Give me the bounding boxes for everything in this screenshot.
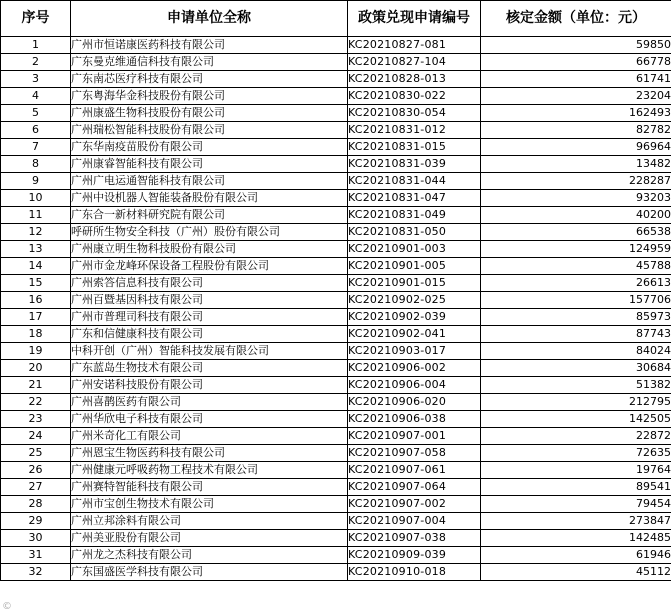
row-amount: 87743 [481, 326, 671, 343]
row-amount: 51382 [481, 377, 671, 394]
row-application-no: KC20210903-017 [348, 343, 481, 360]
row-company: 广州市普理司科技有限公司 [71, 309, 348, 326]
row-company: 广东曼克维通信科技有限公司 [71, 54, 348, 71]
row-company: 广州广电运通智能科技有限公司 [71, 173, 348, 190]
row-amount: 23204 [481, 88, 671, 105]
row-seq: 32 [1, 564, 71, 581]
row-application-no: KC20210902-025 [348, 292, 481, 309]
table-row [1, 173, 671, 190]
row-amount: 142505 [481, 411, 671, 428]
row-company: 广东华南疫苗股份有限公司 [71, 139, 348, 156]
row-seq: 21 [1, 377, 71, 394]
row-amount: 85973 [481, 309, 671, 326]
table-row [1, 54, 671, 71]
row-application-no: KC20210827-104 [348, 54, 481, 71]
row-company: 广州美亚股份有限公司 [71, 530, 348, 547]
row-company: 中科开创（广州）智能科技发展有限公司 [71, 343, 348, 360]
row-amount: 89541 [481, 479, 671, 496]
row-company: 广州安诺科技股份有限公司 [71, 377, 348, 394]
table-row [1, 309, 671, 326]
row-application-no: KC20210831-049 [348, 207, 481, 224]
table-row [1, 207, 671, 224]
table-row [1, 105, 671, 122]
table-row [1, 156, 671, 173]
row-application-no: KC20210907-002 [348, 496, 481, 513]
row-seq: 12 [1, 224, 71, 241]
row-seq: 26 [1, 462, 71, 479]
table-row [1, 224, 671, 241]
row-application-no: KC20210909-039 [348, 547, 481, 564]
row-application-no: KC20210902-041 [348, 326, 481, 343]
row-seq: 8 [1, 156, 71, 173]
row-amount: 22872 [481, 428, 671, 445]
row-amount: 61946 [481, 547, 671, 564]
row-seq: 31 [1, 547, 71, 564]
row-amount: 66778 [481, 54, 671, 71]
row-amount: 45112 [481, 564, 671, 581]
row-amount: 96964 [481, 139, 671, 156]
row-company: 广东蓝岛生物技术有限公司 [71, 360, 348, 377]
row-company: 广州百暨基因科技有限公司 [71, 292, 348, 309]
row-amount: 142485 [481, 530, 671, 547]
row-company: 广州立邦涂料有限公司 [71, 513, 348, 530]
row-company: 广州米奇化工有限公司 [71, 428, 348, 445]
row-seq: 28 [1, 496, 71, 513]
table-row [1, 71, 671, 88]
row-seq: 22 [1, 394, 71, 411]
row-application-no: KC20210831-044 [348, 173, 481, 190]
header-application-no: 政策兑现申请编号 [348, 1, 481, 37]
row-amount: 40200 [481, 207, 671, 224]
row-amount: 45788 [481, 258, 671, 275]
table-row [1, 292, 671, 309]
row-company: 广州市宝创生物技术有限公司 [71, 496, 348, 513]
row-application-no: KC20210910-018 [348, 564, 481, 581]
row-seq: 13 [1, 241, 71, 258]
row-amount: 26613 [481, 275, 671, 292]
row-seq: 18 [1, 326, 71, 343]
row-application-no: KC20210907-038 [348, 530, 481, 547]
row-amount: 79454 [481, 496, 671, 513]
row-company: 广东粤海华金科技股份有限公司 [71, 88, 348, 105]
table-body [1, 37, 671, 581]
row-application-no: KC20210907-058 [348, 445, 481, 462]
row-seq: 16 [1, 292, 71, 309]
table-row [1, 462, 671, 479]
row-company: 广州龙之杰科技有限公司 [71, 547, 348, 564]
table-row [1, 394, 671, 411]
row-amount: 61741 [481, 71, 671, 88]
row-amount: 228287 [481, 173, 671, 190]
header-row [1, 1, 671, 37]
row-seq: 7 [1, 139, 71, 156]
row-amount: 93203 [481, 190, 671, 207]
row-application-no: KC20210906-002 [348, 360, 481, 377]
row-amount: 72635 [481, 445, 671, 462]
row-seq: 3 [1, 71, 71, 88]
table-row [1, 241, 671, 258]
row-company: 广州市恒诺康医药科技有限公司 [71, 37, 348, 54]
row-seq: 4 [1, 88, 71, 105]
row-seq: 1 [1, 37, 71, 54]
row-application-no: KC20210901-015 [348, 275, 481, 292]
header-amount: 核定金额（单位：元） [481, 1, 671, 37]
row-seq: 24 [1, 428, 71, 445]
table-row [1, 258, 671, 275]
row-company: 广州健康元呼吸药物工程技术有限公司 [71, 462, 348, 479]
row-application-no: KC20210831-050 [348, 224, 481, 241]
row-amount: 124959 [481, 241, 671, 258]
table-row [1, 411, 671, 428]
row-seq: 27 [1, 479, 71, 496]
table-row [1, 343, 671, 360]
table-row [1, 513, 671, 530]
row-company: 广州康睿智能科技有限公司 [71, 156, 348, 173]
row-seq: 20 [1, 360, 71, 377]
row-amount: 66538 [481, 224, 671, 241]
row-company: 广州喜鹊医药有限公司 [71, 394, 348, 411]
row-seq: 15 [1, 275, 71, 292]
watermark: © [2, 601, 12, 612]
row-amount: 19764 [481, 462, 671, 479]
row-seq: 6 [1, 122, 71, 139]
row-amount: 13482 [481, 156, 671, 173]
row-application-no: KC20210907-064 [348, 479, 481, 496]
row-company: 广州康盛生物科技股份有限公司 [71, 105, 348, 122]
row-application-no: KC20210907-001 [348, 428, 481, 445]
row-seq: 5 [1, 105, 71, 122]
table-row [1, 479, 671, 496]
row-application-no: KC20210831-039 [348, 156, 481, 173]
table-row [1, 360, 671, 377]
row-application-no: KC20210906-020 [348, 394, 481, 411]
row-application-no: KC20210902-039 [348, 309, 481, 326]
row-amount: 82782 [481, 122, 671, 139]
row-company: 广州索答信息科技有限公司 [71, 275, 348, 292]
row-amount: 157706 [481, 292, 671, 309]
row-company: 广州市金龙峰环保设备工程股份有限公司 [71, 258, 348, 275]
row-company: 广东和信健康科技有限公司 [71, 326, 348, 343]
table-row [1, 547, 671, 564]
row-application-no: KC20210830-054 [348, 105, 481, 122]
row-seq: 9 [1, 173, 71, 190]
table-row [1, 445, 671, 462]
row-seq: 17 [1, 309, 71, 326]
row-amount: 212795 [481, 394, 671, 411]
table-row [1, 377, 671, 394]
row-application-no: KC20210906-038 [348, 411, 481, 428]
header-company: 申请单位全称 [71, 1, 348, 37]
row-application-no: KC20210907-004 [348, 513, 481, 530]
row-seq: 14 [1, 258, 71, 275]
row-company: 广州瑞松智能科技股份有限公司 [71, 122, 348, 139]
table-row [1, 496, 671, 513]
row-application-no: KC20210901-005 [348, 258, 481, 275]
row-seq: 2 [1, 54, 71, 71]
table-row [1, 122, 671, 139]
row-amount: 273847 [481, 513, 671, 530]
row-seq: 29 [1, 513, 71, 530]
row-seq: 25 [1, 445, 71, 462]
row-application-no: KC20210831-012 [348, 122, 481, 139]
row-company: 广州赛特智能科技有限公司 [71, 479, 348, 496]
row-seq: 11 [1, 207, 71, 224]
row-seq: 19 [1, 343, 71, 360]
table-row [1, 564, 671, 581]
row-company: 广州恩宝生物医药科技有限公司 [71, 445, 348, 462]
row-company: 呼研所生物安全科技（广州）股份有限公司 [71, 224, 348, 241]
table-row [1, 88, 671, 105]
row-application-no: KC20210828-013 [348, 71, 481, 88]
row-amount: 84024 [481, 343, 671, 360]
row-seq: 23 [1, 411, 71, 428]
table-row [1, 326, 671, 343]
row-application-no: KC20210907-061 [348, 462, 481, 479]
table-row [1, 428, 671, 445]
row-company: 广东合一新材料研究院有限公司 [71, 207, 348, 224]
row-application-no: KC20210830-022 [348, 88, 481, 105]
row-application-no: KC20210831-047 [348, 190, 481, 207]
row-company: 广州康立明生物科技股份有限公司 [71, 241, 348, 258]
row-company: 广东国盛医学科技有限公司 [71, 564, 348, 581]
row-company: 广东南芯医疗科技有限公司 [71, 71, 348, 88]
row-company: 广州华欣电子科技有限公司 [71, 411, 348, 428]
row-amount: 59850 [481, 37, 671, 54]
table-row [1, 139, 671, 156]
row-amount: 30684 [481, 360, 671, 377]
row-company: 广州中设机器人智能装备股份有限公司 [71, 190, 348, 207]
header-seq: 序号 [1, 1, 71, 37]
table-row [1, 190, 671, 207]
row-application-no: KC20210827-081 [348, 37, 481, 54]
row-application-no: KC20210901-003 [348, 241, 481, 258]
table-row [1, 275, 671, 292]
row-seq: 30 [1, 530, 71, 547]
row-seq: 10 [1, 190, 71, 207]
row-application-no: KC20210906-004 [348, 377, 481, 394]
row-application-no: KC20210831-015 [348, 139, 481, 156]
table-row [1, 530, 671, 547]
table-row [1, 37, 671, 54]
row-amount: 162493 [481, 105, 671, 122]
